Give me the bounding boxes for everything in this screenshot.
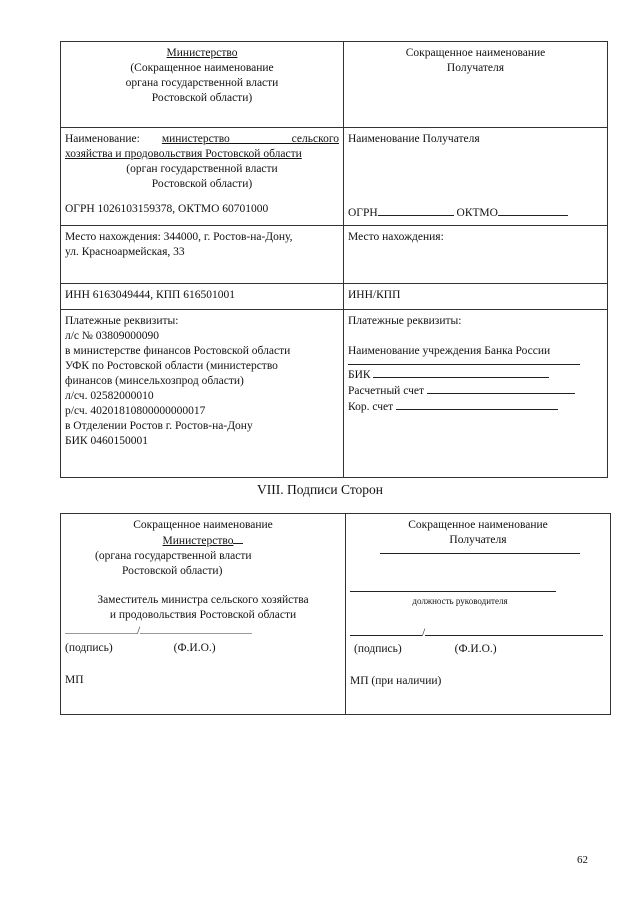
ministry-address-line1: Место нахождения: 344000, г. Ростов-на-Дону, [65, 231, 293, 243]
section-title: VIII. Подписи Сторон [256, 482, 384, 497]
deputy-minister-line2: и продовольствия Ростовской области [109, 609, 297, 621]
recipient-short-caption: Сокращенное наименование [405, 47, 546, 59]
recipient-short-name-cell [344, 42, 608, 128]
ministry-signature-cell [61, 514, 346, 714]
recipient-ogrn-label: ОГРН [348, 207, 378, 219]
ufk-line2: финансов (минсельхозпрод области) [65, 375, 244, 387]
recipient-oktmo-label: ОКТМО [456, 207, 498, 219]
ministry-label: Министерство [166, 47, 238, 59]
ministry-finance: в министерстве финансов Ростовской области [65, 345, 291, 357]
authority-caption: органа государственной власти [125, 77, 279, 89]
position-caption: должность руководителя [412, 596, 508, 606]
ministry-sign-blank [65, 623, 137, 634]
recipient-sign-lines: / [350, 625, 606, 641]
ministry-sign-region: Ростовской области) [122, 565, 223, 577]
bank-name-label: Наименование учреждения Банка России [348, 345, 551, 357]
ministry-short-name-cell [61, 42, 344, 128]
bik-label: БИК [348, 369, 371, 381]
ministry-fio-label: (Ф.И.О.) [173, 642, 216, 654]
ministry-address-cell [61, 226, 344, 284]
recipient-sign-short-caption: Сокращенное наименование [408, 519, 548, 531]
ministry-sign-name [65, 533, 341, 549]
bank-branch: в Отделении Ростов г. Ростов-на-Дону [65, 420, 253, 432]
oktmo-blank [498, 205, 568, 216]
short-name-caption: (Сокращенное наименование [130, 62, 274, 74]
recipient-address-label: Место нахождения: [348, 231, 444, 243]
deputy-minister-line1: Заместитель министра сельского хозяйства [97, 594, 309, 606]
recipient-fio-label: (Ф.И.О.) [454, 643, 497, 655]
ogrn-blank [378, 205, 454, 216]
ministry-bik: БИК 0460150001 [65, 435, 148, 447]
recipient-inn-kpp-label: ИНН/КПП [348, 289, 401, 301]
ministry-sign-labels [65, 641, 341, 656]
name-prefix: Наименование: [65, 133, 140, 145]
bank-name-blank [348, 359, 580, 365]
recipient-position-blank [350, 582, 556, 592]
recipient-signature-label: (подпись) [354, 643, 402, 655]
account-label: Расчетный счет [348, 385, 424, 397]
corr-account-blank [396, 399, 558, 410]
ministry-sign-lines: / [65, 623, 341, 639]
recipient-sign-labels [350, 642, 606, 657]
recipient-sign-blank [350, 625, 422, 636]
corr-account-label: Кор. счет [348, 401, 394, 413]
recipient-label: Получателя [446, 62, 505, 74]
ministry-name-cell [61, 128, 344, 226]
recipient-payment-cell [344, 310, 608, 478]
ministry-fio-blank [140, 623, 252, 634]
ministry-stamp-label: МП [65, 674, 84, 686]
ministry-sign-short-caption: Сокращенное наименование [133, 519, 273, 531]
recipient-name-cell [344, 128, 608, 226]
recipient-sign-label: Получателя [449, 534, 507, 546]
recipient-name-label: Наименование Получателя [348, 133, 480, 145]
bik-blank [373, 367, 549, 378]
ministry-sign-name-text: Министерство [162, 535, 234, 547]
recipient-payment-title: Платежные реквизиты: [348, 315, 462, 327]
ufk-line1: УФК по Ростовской области (министерство [65, 360, 278, 372]
authority-sub: (орган государственной власти [126, 163, 278, 175]
recipient-address-cell [344, 226, 608, 284]
recipient-name-blank [380, 548, 580, 554]
recipient-fio-blank [425, 625, 603, 636]
recipient-signature-cell [346, 514, 610, 714]
page-number: 62 [577, 854, 588, 866]
ministry-inn-kpp: ИНН 6163049444, КПП 616501001 [65, 289, 235, 301]
ministry-address-line2: ул. Красноармейская, 33 [65, 246, 185, 258]
ministry-payment-cell [61, 310, 344, 478]
region-sub: Ростовской области) [151, 178, 253, 190]
rs-account: р/сч. 40201810800000000017 [65, 405, 206, 417]
recipient-stamp-label: МП (при наличии) [350, 675, 442, 687]
ministry-sign-label: (подпись) [65, 642, 113, 654]
recipient-inn-cell [344, 284, 608, 310]
ministry-ogrn-oktmo: ОГРН 1026103159378, ОКТМО 60701000 [65, 203, 269, 215]
ministry-inn-cell [61, 284, 344, 310]
personal-account: л/с № 03809000090 [65, 330, 160, 342]
account-blank [427, 383, 575, 394]
ministry-name-line2: хозяйства и продовольствия Ростовской области [65, 148, 302, 160]
payment-title: Платежные реквизиты: [65, 315, 179, 327]
ministry-name-line1: министерство сельского [161, 133, 339, 145]
ministry-sign-authority: (органа государственной власти [95, 550, 252, 562]
region-caption: Ростовской области) [151, 92, 253, 104]
requisites-table [60, 41, 608, 478]
ministry-name-underline [233, 533, 243, 544]
signatures-table [60, 513, 611, 715]
ls-account: л/сч. 02582000010 [65, 390, 154, 402]
